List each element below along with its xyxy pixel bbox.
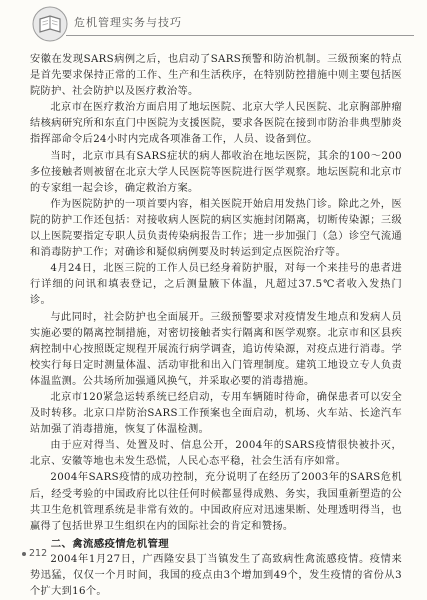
section-heading: 二、禽流感疫情危机管理 — [50, 537, 169, 550]
bullet-dot-icon — [22, 552, 26, 556]
paragraph: 2004年SARS疫情的成功控制，充分说明了在经历了2003年的SARS危机后，经受考验的中国政府比以往任何时候都显得成熟、务实，我国重新塑造的公共卫生危机管理系统是非常有效的。中国政府应对迅速果断、处理透明得当，也赢得了包括世界卫生组织在内的国际社会的肯定和赞扬。 — [30, 472, 402, 532]
paragraph: 作为医院防护的一项首要内容，相关医院开始启用发热门诊。除此之外，医院的防护工作还包括：对接收病人医院的病区实施封闭隔离，切断传染源；三级以上医院要指定专职人员负责传染病报告工作；进一步加强门（急）诊空气流通和消毒防护工作；对确诊和疑似病例要及时转运到定点医院治疗等。 — [30, 198, 402, 259]
paragraph: 2004年1月27日，广西隆安县丁当镇发生了高致病性禽流感疫情。疫情来势迅猛，仅仅一个月时间，我国的疫点由3个增加到49个，发生疫情的省份从3个扩大到16个。 — [30, 553, 402, 598]
page-header — [22, 4, 414, 46]
paragraph: 4月24日，北医三院的工作人员已经身着防护服，对每一个来挂号的患者进行详细的问讯和填表登记，之后测量腋下体温，凡超过37.5℃者收入发热门诊。 — [30, 263, 402, 307]
page-number: 212 — [29, 548, 48, 559]
paragraph: 与此同时，社会防护也全面展开。三级预警要求对疫情发生地点和发病人员实施必要的隔离控制措施，对密切接触者实行隔离和医学观察。北京市和区县疾病控制中心按照既定规程开展流行病学调查，追访传染源，对疫点进行消毒。学校实行每日定时测量体温、活动审批和出入门管理制度。建筑工地设立专人负责体温监测。公共场所加强通风换气，并采取必要的消毒措施。 — [30, 311, 402, 387]
paragraph: 北京市在医疗救治方面启用了地坛医院、北京大学人民医院、北京胸部肿瘤结核病研究所和东直门中医院为支援医院，要求各医院在接到市防治非典型肺炎指挥部命令后24小时内完成各项准备工作，人员、设备到位。 — [30, 102, 402, 146]
paragraph: 北京市120紧急运转系统已经启动，专用车辆随时待命，确保患者可以安全及时转移。北京口岸防治SARS工作预案也全面启动，机场、火车站、长途汽车站加强了消毒措施，恢复了体温检测。 — [30, 391, 402, 436]
book-emblem-icon — [32, 6, 68, 42]
paragraph: 当时，北京市具有SARS症状的病人都收治在地坛医院，其余的100～200多位接触者则被留在北京大学人民医院等医院进行医学观察。地坛医院和北京市的专家组一起会诊，确定救治方案。 — [30, 150, 402, 194]
page-body — [30, 52, 402, 600]
paragraph: 由于应对得当、处置及时、信息公开，2004年的SARS疫情很快被扑灭，北京、安徽等地也未发生恐慌，人民心态平稳，社会生活有序如常。 — [30, 440, 402, 468]
page-footer — [22, 548, 47, 559]
header-rule — [66, 35, 414, 36]
paragraph: 安徽在发现SARS病例之后，也启动了SARS预警和防治机制。三级预案的特点是首先要求保持正常的工作、生产和生活秩序，在特别防控措施中则主要包括医院防护、社会防护以及医疗救治等。 — [30, 54, 402, 98]
running-header-title: 危机管理实务与技巧 — [74, 16, 182, 29]
